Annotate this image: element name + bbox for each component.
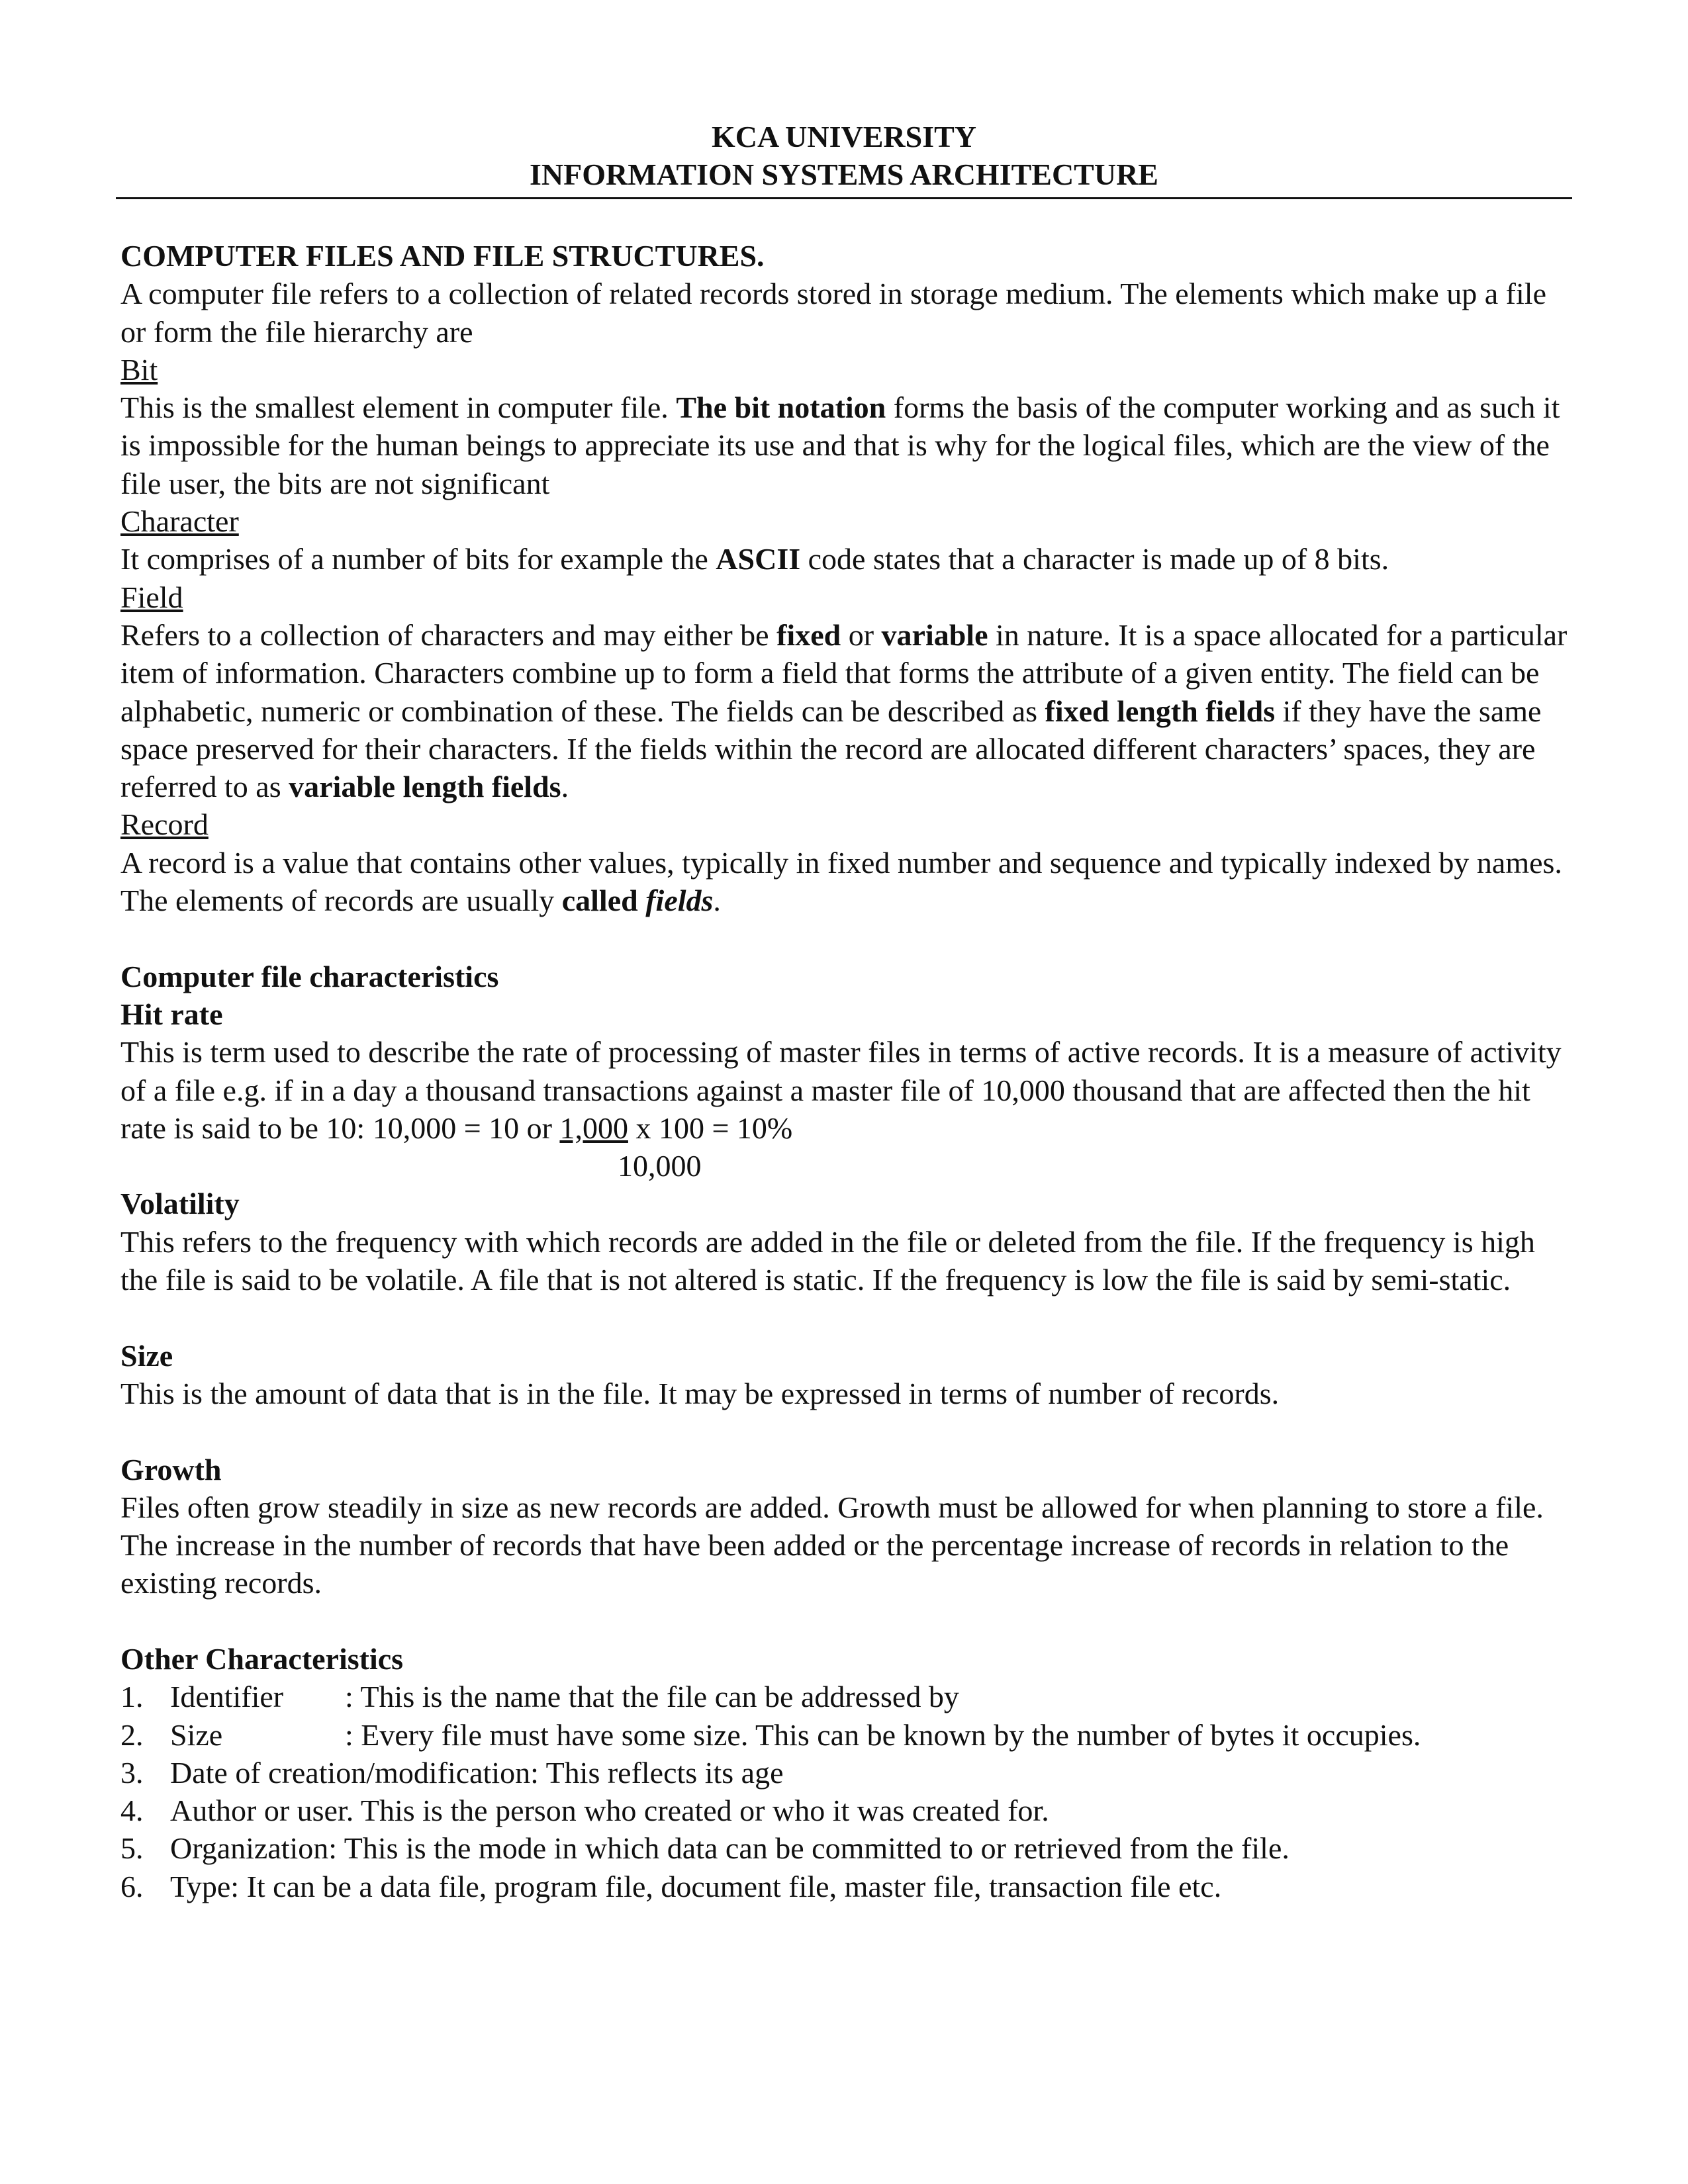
list-item: 3. Date of creation/modification: This reflects its age bbox=[120, 1755, 784, 1790]
list-item: 5. Organization: This is the mode in which data can be committed to or retrieved from the file. bbox=[120, 1831, 1289, 1866]
characteristics-title: Computer file characteristics bbox=[120, 959, 499, 993]
spacer bbox=[120, 1412, 1577, 1450]
section-title: COMPUTER FILES AND FILE STRUCTURES. bbox=[120, 239, 765, 273]
other-characteristics-list bbox=[120, 1678, 1577, 1905]
list-item: 6. Type: It can be a data file, program file, document file, master file, transaction file etc. bbox=[120, 1869, 1222, 1903]
volatility-paragraph: This refers to the frequency with which records are added in the file or deleted from the file. If the frequency is high the file is said to be volatile. A file that is not altered is static. If the frequency is low the file is said by semi-static. bbox=[120, 1224, 1535, 1297]
other-characteristics-heading: Other Characteristics bbox=[120, 1641, 404, 1676]
university-name: KCA UNIVERSITY bbox=[711, 120, 977, 154]
bit-heading: Bit bbox=[120, 352, 158, 387]
character-heading: Character bbox=[120, 504, 239, 539]
record-heading: Record bbox=[120, 807, 209, 842]
document-header bbox=[116, 118, 1572, 193]
header-divider bbox=[116, 197, 1572, 199]
hit-rate-heading: Hit rate bbox=[120, 997, 223, 1031]
character-paragraph: It comprises of a number of bits for example the ASCII code states that a character is made up of 8 bits. bbox=[120, 542, 1389, 576]
intro-paragraph: A computer file refers to a collection of related records stored in storage medium. The elements which make up a file or form the file hierarchy are bbox=[120, 277, 1546, 349]
document-body bbox=[120, 237, 1577, 1905]
spacer bbox=[120, 919, 1577, 957]
fraction-denominator: 10,000 bbox=[618, 1149, 702, 1183]
size-heading: Size bbox=[120, 1338, 173, 1373]
size-paragraph: This is the amount of data that is in the file. It may be expressed in terms of number of records. bbox=[120, 1376, 1280, 1410]
bit-paragraph: This is the smallest element in computer file. The bit notation forms the basis of the computer working and as such it is impossible for the human beings to appreciate its use and that is why for the logical files, which are the view of the file user, the bits are not significant bbox=[120, 390, 1560, 500]
growth-heading: Growth bbox=[120, 1452, 222, 1486]
spacer bbox=[120, 1602, 1577, 1640]
course-title: INFORMATION SYSTEMS ARCHITECTURE bbox=[530, 158, 1158, 191]
list-item: 1. Identifier : This is the name that the file can be addressed by bbox=[120, 1680, 959, 1714]
field-paragraph: Refers to a collection of characters and may either be fixed or variable in nature. It is a space allocated for a particular item of information. Characters combine up to form a field that forms the attribute of a given entity. The field can be alphabetic, numeric or combination of these. The fields can be described as fixed length fields if they have the same space preserved for their characters. If the fields within the record are allocated different characters’ spaces, they are referred to as variable length fields. bbox=[120, 617, 1568, 804]
spacer bbox=[120, 1298, 1577, 1336]
list-item: 2. Size : Every file must have some size. This can be known by the number of bytes it occupies. bbox=[120, 1717, 1421, 1752]
hit-rate-paragraph: This is term used to describe the rate of processing of master files in terms of active records. It is a measure of activity of a file e.g. if in a day a thousand transactions against a master file of 10,000 thousand that are affected then the hit rate is said to be 10: 10,000 = 10 or 1,000 x 100 = 10% bbox=[120, 1035, 1562, 1145]
fraction-numerator: 1,000 bbox=[559, 1111, 628, 1145]
growth-paragraph: Files often grow steadily in size as new records are added. Growth must be allowed for when planning to store a file. The increase in the number of records that have been added or the percentage increase of records in relation to the existing records. bbox=[120, 1490, 1544, 1600]
record-paragraph: A record is a value that contains other values, typically in fixed number and sequence and typically indexed by names. The elements of records are usually called fields. bbox=[120, 845, 1562, 918]
volatility-heading: Volatility bbox=[120, 1187, 240, 1221]
list-item: 4. Author or user. This is the person who created or who it was created for. bbox=[120, 1794, 1049, 1828]
field-heading: Field bbox=[120, 580, 183, 614]
